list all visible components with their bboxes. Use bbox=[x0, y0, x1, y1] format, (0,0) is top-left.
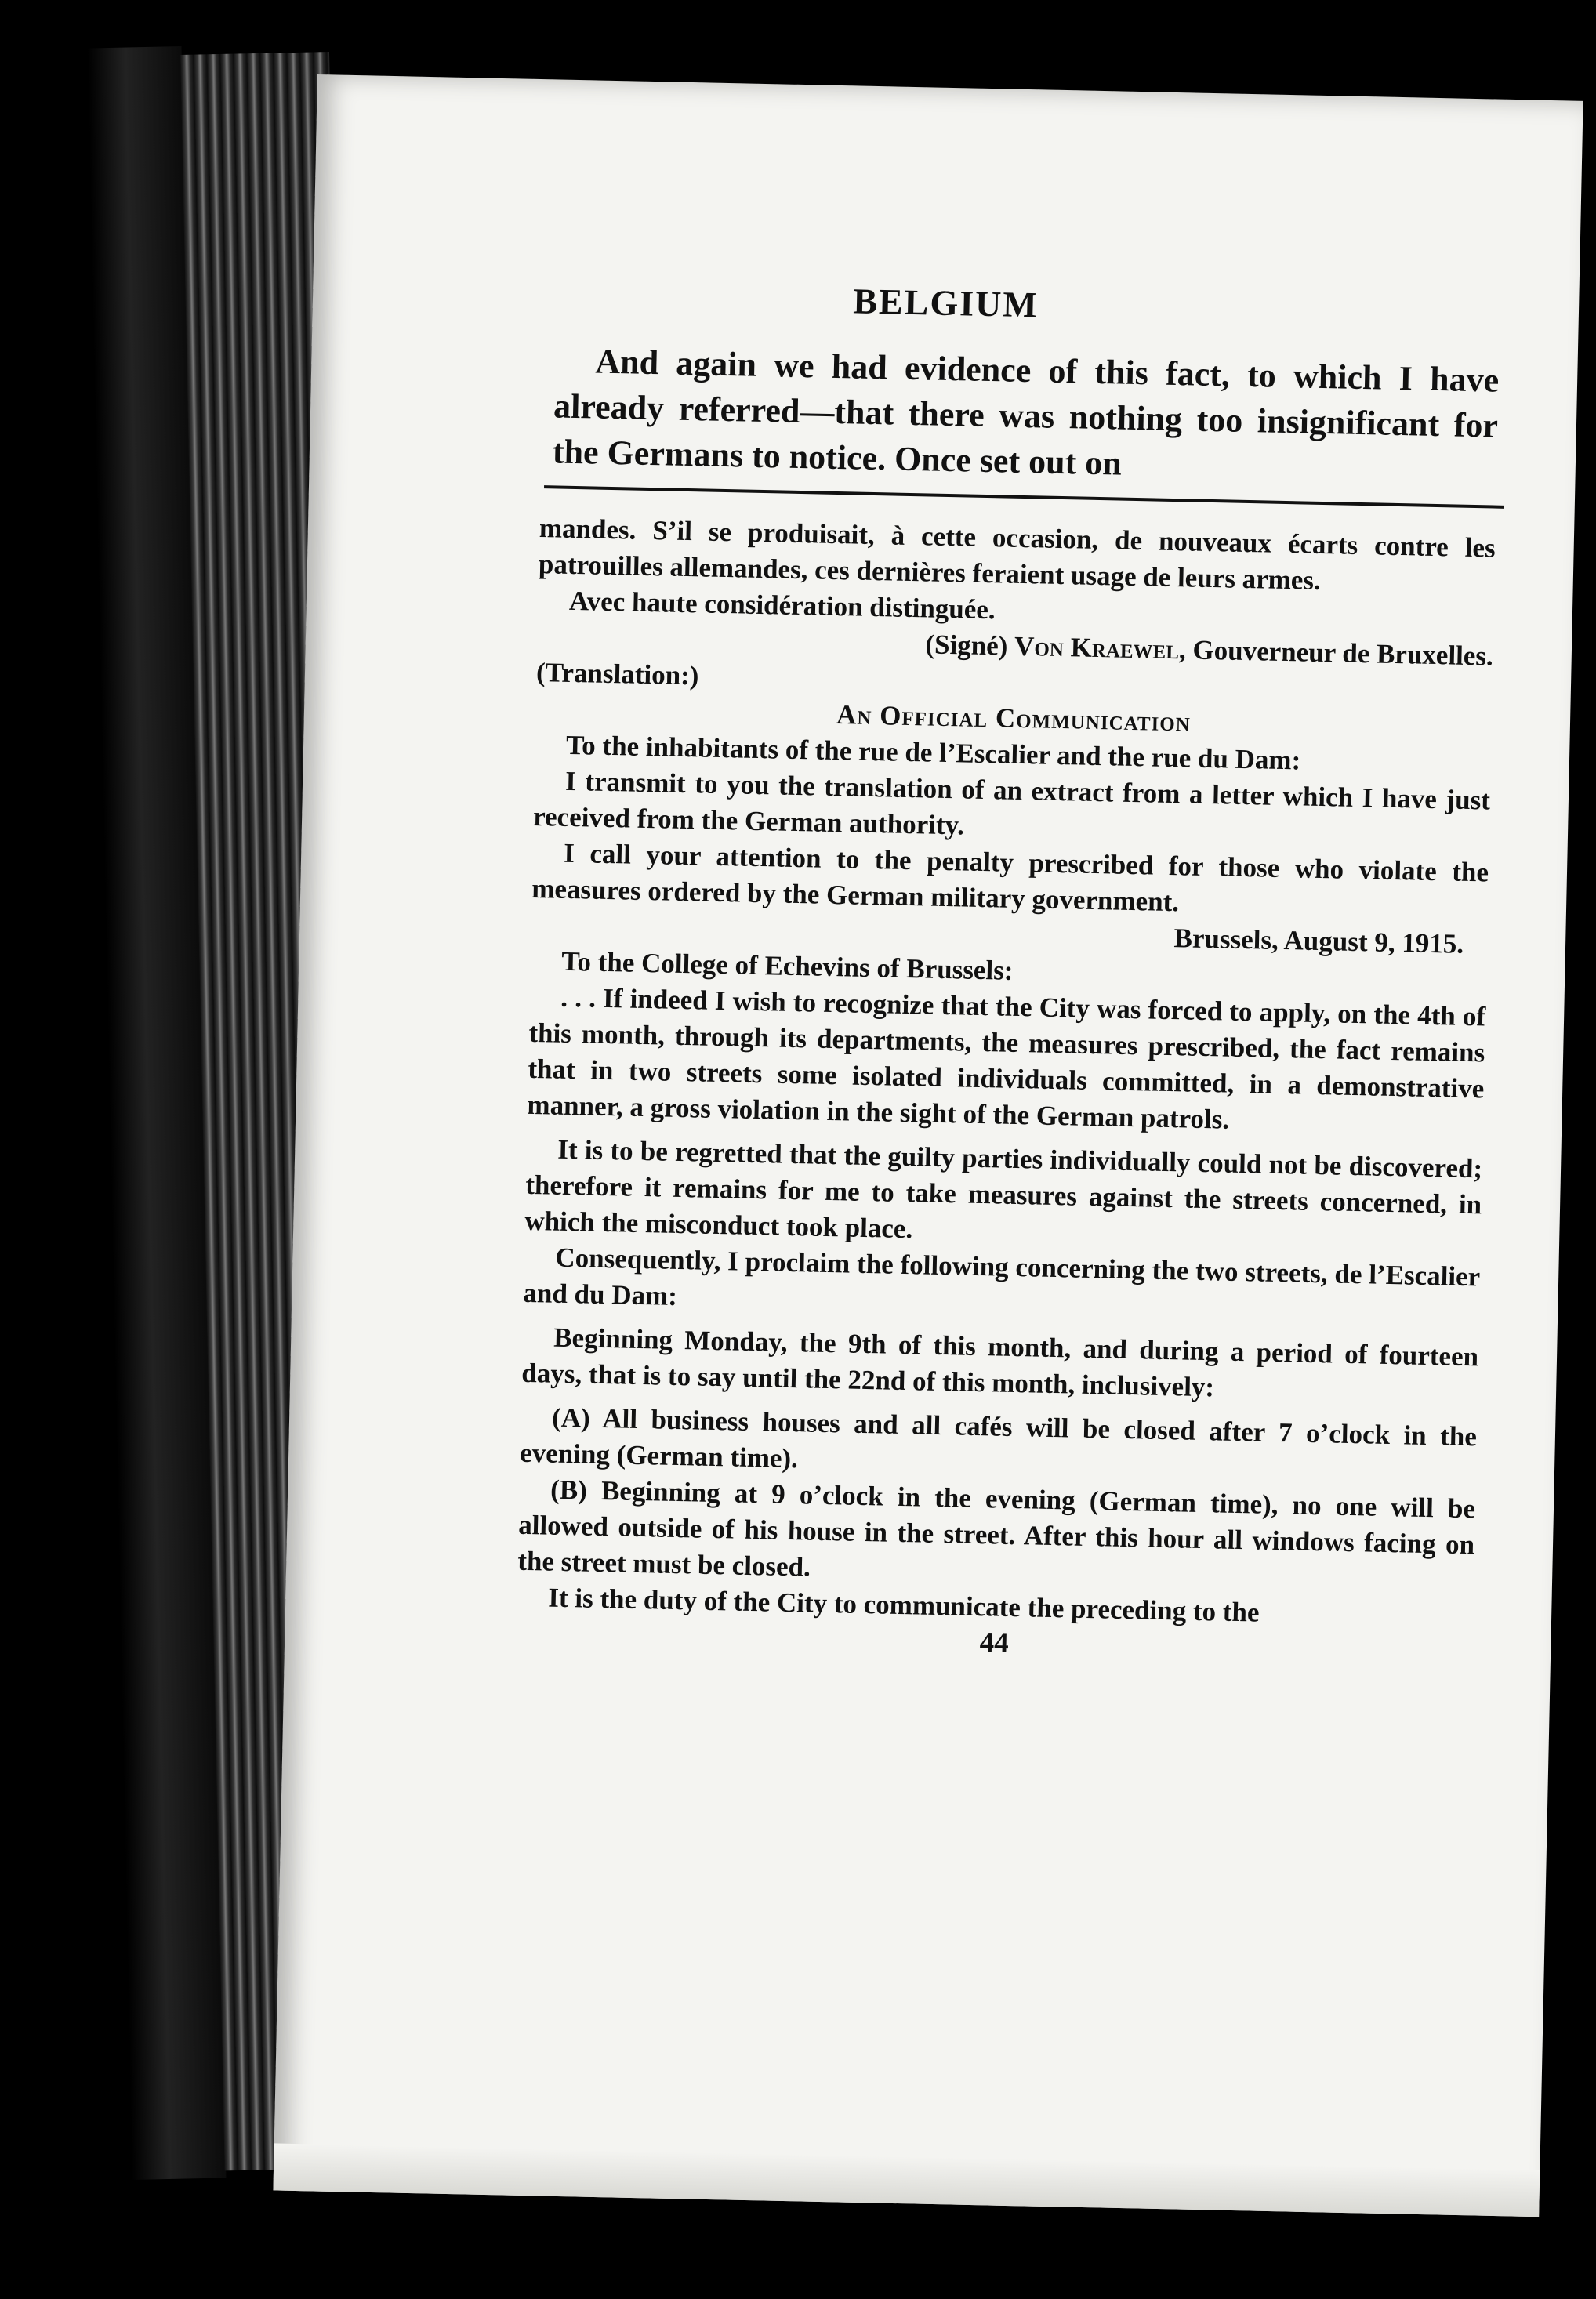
document-body bbox=[516, 510, 1496, 1671]
letter-paragraph: It is to be regretted that the guilty parties individually could not be discovered; therefore it remains for me to take measures against the streets concerned, in which the misconduct took place. bbox=[524, 1133, 1483, 1245]
lead-paragraph bbox=[552, 338, 1499, 494]
page-bottom-edge bbox=[273, 2143, 1540, 2217]
signed-title: Gouverneur de Bruxelles. bbox=[1192, 634, 1494, 672]
communication-address: To the inhabitants of the rue de l’Escalier and the rue du Dam: bbox=[565, 729, 1301, 776]
letter-item-a: (A) All business houses and all cafés will be closed after 7 o’clock in the evening (German time). bbox=[519, 1402, 1478, 1474]
letter-dateline: Brussels, August 9, 1915. bbox=[1173, 923, 1464, 959]
communication-paragraph: I transmit to you the translation of an extract from a letter which I have just received from the German authority. bbox=[532, 765, 1491, 841]
signed-name: Von Kraewel, bbox=[1014, 630, 1187, 665]
letter-paragraph: . . . If indeed I wish to recognize that the City was forced to apply, on the 4th of this month, through its departments, the measures prescribed, the fact remains that in two streets some isolated individuals committed, in a demonstrative manner, a gross violation in the sight of the German patrols. bbox=[527, 981, 1486, 1135]
french-closing: Avec haute considération distinguée. bbox=[568, 585, 996, 626]
letter-paragraph: Beginning Monday, the 9th of this month, and during a period of fourteen days, that is to say until the 22nd of this month, inclusively: bbox=[521, 1322, 1479, 1403]
translation-label: (Translation:) bbox=[535, 657, 699, 691]
french-paragraph: mandes. S’il se produisait, à cette occasion, de nouveaux écarts contre les patrouilles allemandes, ces dernières feraient usage de leurs armes. bbox=[538, 513, 1496, 596]
letter-item-b: (B) Beginning at 9 o’clock in the evening (German time), no one will be allowed outside of his house in the street. After this hour all windows facing on the street must be closed. bbox=[517, 1474, 1476, 1583]
letter-paragraph: Consequently, I proclaim the following concerning the two streets, de l’Escalier and du Dam: bbox=[523, 1242, 1481, 1311]
section-heading: An Official Communication bbox=[836, 699, 1192, 738]
lead-text: And again we had evidence of this fact, to which I have already referred—that there was nothing too insignificant for the Germans to notice. Once set out on bbox=[552, 342, 1500, 483]
signed-prefix: (Signé) bbox=[925, 629, 1008, 662]
letter-salutation: To the College of Echevins of Brussels: bbox=[560, 945, 1014, 986]
communication-paragraph: I call your attention to the penalty prescribed for those who violate the measures ordered by the German military government. bbox=[531, 837, 1489, 918]
running-head: BELGIUM bbox=[852, 281, 1039, 325]
page-sheet bbox=[273, 74, 1583, 2217]
page-number: 44 bbox=[979, 1626, 1010, 1659]
letter-paragraph: It is the duty of the City to communicate the preceding to the bbox=[547, 1582, 1260, 1628]
